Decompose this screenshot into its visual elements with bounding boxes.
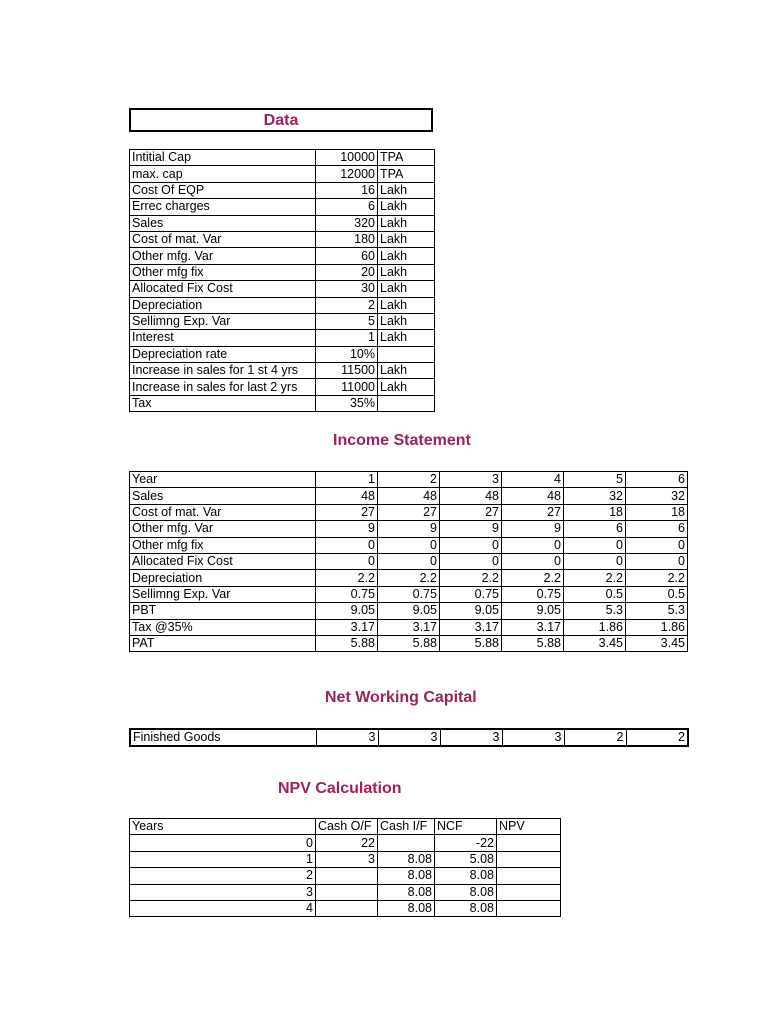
data-unit: Lakh <box>378 379 435 395</box>
npv-year: 2 <box>130 868 316 884</box>
nwc-value: 2 <box>626 729 688 746</box>
income-row <box>130 553 688 569</box>
nwc-row <box>130 729 688 746</box>
income-value: 2.2 <box>564 570 626 586</box>
data-value: 10% <box>316 346 378 362</box>
data-value: 35% <box>316 395 378 411</box>
income-label: PBT <box>130 603 316 619</box>
income-value: 0 <box>316 537 378 553</box>
income-value: 2.2 <box>626 570 688 586</box>
income-value: 2.2 <box>316 570 378 586</box>
npv-header-row <box>130 819 561 835</box>
income-value: 5.88 <box>378 635 440 651</box>
data-label: Sales <box>130 215 316 231</box>
data-row <box>130 330 435 346</box>
npv-npv <box>497 868 561 884</box>
income-statement-title: Income Statement <box>333 432 471 449</box>
npv-ncf: 8.08 <box>435 884 497 900</box>
data-value: 16 <box>316 182 378 198</box>
data-row <box>130 264 435 280</box>
npv-header-cash-of: Cash O/F <box>316 819 378 835</box>
npv-npv <box>497 900 561 916</box>
data-label: Tax <box>130 395 316 411</box>
income-value: 48 <box>378 488 440 504</box>
nwc-value: 3 <box>316 729 378 746</box>
npv-cash-of <box>316 868 378 884</box>
income-label: Year <box>130 472 316 488</box>
data-row <box>130 313 435 329</box>
income-value: 0 <box>440 537 502 553</box>
income-value: 32 <box>626 488 688 504</box>
data-unit: Lakh <box>378 215 435 231</box>
data-row <box>130 248 435 264</box>
data-row <box>130 150 435 166</box>
data-unit: TPA <box>378 150 435 166</box>
income-value: 4 <box>502 472 564 488</box>
nwc-label: Finished Goods <box>130 729 316 746</box>
income-value: 1.86 <box>564 619 626 635</box>
income-value: 2.2 <box>378 570 440 586</box>
data-value: 12000 <box>316 166 378 182</box>
nwc-value: 3 <box>502 729 564 746</box>
income-value: 27 <box>316 504 378 520</box>
data-unit <box>378 346 435 362</box>
data-label: Depreciation rate <box>130 346 316 362</box>
data-row <box>130 395 435 411</box>
income-value: 0 <box>626 537 688 553</box>
income-value: 6 <box>626 472 688 488</box>
npv-header-ncf: NCF <box>435 819 497 835</box>
npv-cash-if: 8.08 <box>378 851 435 867</box>
income-label: Sales <box>130 488 316 504</box>
data-label: Depreciation <box>130 297 316 313</box>
income-value: 9 <box>440 521 502 537</box>
income-value: 9 <box>502 521 564 537</box>
income-value: 5.88 <box>502 635 564 651</box>
npv-cash-of <box>316 900 378 916</box>
data-unit: Lakh <box>378 330 435 346</box>
data-value: 5 <box>316 313 378 329</box>
npv-year: 1 <box>130 851 316 867</box>
income-label: Cost of mat. Var <box>130 504 316 520</box>
income-value: 27 <box>440 504 502 520</box>
income-value: 18 <box>626 504 688 520</box>
net-working-capital-table <box>129 728 689 747</box>
data-row <box>130 346 435 362</box>
income-value: 5 <box>564 472 626 488</box>
income-value: 3.17 <box>316 619 378 635</box>
income-value: 0.5 <box>626 586 688 602</box>
data-value: 10000 <box>316 150 378 166</box>
income-value: 5.88 <box>316 635 378 651</box>
data-unit: Lakh <box>378 248 435 264</box>
npv-npv <box>497 835 561 851</box>
npv-ncf: 5.08 <box>435 851 497 867</box>
npv-ncf: -22 <box>435 835 497 851</box>
income-value: 0 <box>316 553 378 569</box>
data-label: Sellimng Exp. Var <box>130 313 316 329</box>
npv-cash-if: 8.08 <box>378 884 435 900</box>
nwc-value: 3 <box>378 729 440 746</box>
data-row <box>130 215 435 231</box>
data-row <box>130 231 435 247</box>
data-row <box>130 379 435 395</box>
income-value: 9.05 <box>502 603 564 619</box>
net-working-capital-title: Net Working Capital <box>325 689 477 706</box>
income-value: 6 <box>564 521 626 537</box>
data-row <box>130 166 435 182</box>
income-value: 0 <box>564 537 626 553</box>
data-value: 20 <box>316 264 378 280</box>
income-value: 2.2 <box>440 570 502 586</box>
npv-cash-of: 22 <box>316 835 378 851</box>
income-value: 5.3 <box>564 603 626 619</box>
income-row <box>130 537 688 553</box>
data-value: 320 <box>316 215 378 231</box>
income-statement-table <box>129 471 688 652</box>
income-value: 18 <box>564 504 626 520</box>
data-unit <box>378 395 435 411</box>
data-value: 2 <box>316 297 378 313</box>
data-row <box>130 182 435 198</box>
income-value: 9 <box>316 521 378 537</box>
income-row <box>130 570 688 586</box>
data-unit: Lakh <box>378 281 435 297</box>
data-label: Increase in sales for last 2 yrs <box>130 379 316 395</box>
data-unit: Lakh <box>378 199 435 215</box>
data-label: Errec charges <box>130 199 316 215</box>
npv-table <box>129 818 561 917</box>
data-label: Other mfg. Var <box>130 248 316 264</box>
npv-header-cash-if: Cash I/F <box>378 819 435 835</box>
data-value: 11500 <box>316 363 378 379</box>
data-label: max. cap <box>130 166 316 182</box>
data-unit: Lakh <box>378 363 435 379</box>
income-value: 3.17 <box>378 619 440 635</box>
income-value: 3.45 <box>564 635 626 651</box>
income-value: 1.86 <box>626 619 688 635</box>
data-value: 60 <box>316 248 378 264</box>
income-value: 48 <box>316 488 378 504</box>
income-value: 32 <box>564 488 626 504</box>
income-value: 0 <box>564 553 626 569</box>
income-label: PAT <box>130 635 316 651</box>
data-value: 11000 <box>316 379 378 395</box>
data-label: Cost of mat. Var <box>130 231 316 247</box>
income-value: 3.45 <box>626 635 688 651</box>
income-row <box>130 488 688 504</box>
income-value: 0 <box>626 553 688 569</box>
income-row <box>130 472 688 488</box>
income-value: 9.05 <box>316 603 378 619</box>
data-row <box>130 199 435 215</box>
data-unit: Lakh <box>378 182 435 198</box>
npv-ncf: 8.08 <box>435 900 497 916</box>
income-value: 0.75 <box>316 586 378 602</box>
income-label: Depreciation <box>130 570 316 586</box>
income-row <box>130 635 688 651</box>
npv-row <box>130 835 561 851</box>
income-row <box>130 504 688 520</box>
npv-year: 3 <box>130 884 316 900</box>
npv-cash-of <box>316 884 378 900</box>
npv-row <box>130 900 561 916</box>
npv-ncf: 8.08 <box>435 868 497 884</box>
npv-cash-if: 8.08 <box>378 900 435 916</box>
income-value: 9.05 <box>378 603 440 619</box>
income-value: 5.3 <box>626 603 688 619</box>
data-value: 6 <box>316 199 378 215</box>
data-unit: Lakh <box>378 264 435 280</box>
income-label: Other mfg fix <box>130 537 316 553</box>
income-value: 3.17 <box>440 619 502 635</box>
income-row <box>130 603 688 619</box>
data-label: Intitial Cap <box>130 150 316 166</box>
income-value: 0 <box>502 537 564 553</box>
income-label: Sellimng Exp. Var <box>130 586 316 602</box>
income-label: Other mfg. Var <box>130 521 316 537</box>
income-value: 0 <box>440 553 502 569</box>
data-label: Other mfg fix <box>130 264 316 280</box>
nwc-value: 2 <box>564 729 626 746</box>
income-value: 2 <box>378 472 440 488</box>
income-value: 48 <box>502 488 564 504</box>
income-row <box>130 586 688 602</box>
data-unit: Lakh <box>378 297 435 313</box>
data-label: Cost Of EQP <box>130 182 316 198</box>
income-row <box>130 619 688 635</box>
npv-row <box>130 868 561 884</box>
data-unit: Lakh <box>378 313 435 329</box>
income-label: Tax @35% <box>130 619 316 635</box>
npv-npv <box>497 851 561 867</box>
npv-calculation-title: NPV Calculation <box>278 780 402 797</box>
income-value: 9.05 <box>440 603 502 619</box>
data-title-box <box>129 108 433 132</box>
data-value: 30 <box>316 281 378 297</box>
income-value: 3.17 <box>502 619 564 635</box>
income-value: 3 <box>440 472 502 488</box>
income-value: 0 <box>502 553 564 569</box>
data-label: Increase in sales for 1 st 4 yrs <box>130 363 316 379</box>
income-value: 5.88 <box>440 635 502 651</box>
data-table <box>129 149 435 412</box>
npv-year: 4 <box>130 900 316 916</box>
income-value: 48 <box>440 488 502 504</box>
income-value: 0.75 <box>502 586 564 602</box>
npv-row <box>130 884 561 900</box>
income-value: 0.75 <box>378 586 440 602</box>
nwc-value: 3 <box>440 729 502 746</box>
data-unit: Lakh <box>378 231 435 247</box>
data-value: 180 <box>316 231 378 247</box>
data-label: Allocated Fix Cost <box>130 281 316 297</box>
data-row <box>130 297 435 313</box>
npv-header-npv: NPV <box>497 819 561 835</box>
income-value: 27 <box>378 504 440 520</box>
income-value: 0.75 <box>440 586 502 602</box>
npv-year: 0 <box>130 835 316 851</box>
income-value: 9 <box>378 521 440 537</box>
data-title: Data <box>263 112 299 129</box>
income-value: 0 <box>378 553 440 569</box>
npv-cash-if: 8.08 <box>378 868 435 884</box>
income-row <box>130 521 688 537</box>
npv-row <box>130 851 561 867</box>
income-value: 1 <box>316 472 378 488</box>
income-value: 0 <box>378 537 440 553</box>
income-value: 0.5 <box>564 586 626 602</box>
data-row <box>130 281 435 297</box>
data-row <box>130 363 435 379</box>
income-value: 6 <box>626 521 688 537</box>
income-label: Allocated Fix Cost <box>130 553 316 569</box>
income-value: 2.2 <box>502 570 564 586</box>
npv-npv <box>497 884 561 900</box>
data-label: Interest <box>130 330 316 346</box>
npv-header-years: Years <box>130 819 316 835</box>
npv-cash-of: 3 <box>316 851 378 867</box>
data-value: 1 <box>316 330 378 346</box>
data-unit: TPA <box>378 166 435 182</box>
npv-cash-if <box>378 835 435 851</box>
income-value: 27 <box>502 504 564 520</box>
